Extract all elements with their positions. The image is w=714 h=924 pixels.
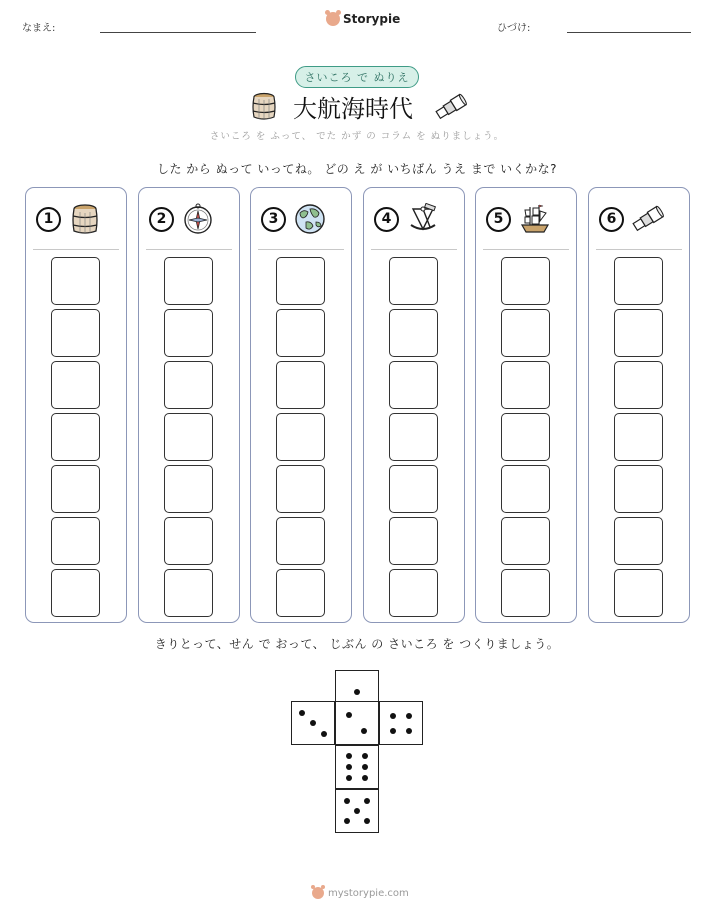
column-4 <box>363 187 465 623</box>
pip <box>364 798 370 804</box>
footer <box>312 887 409 899</box>
pip <box>299 710 305 716</box>
color-cell[interactable] <box>51 361 100 409</box>
instruction-top: した から ぬって いってね。 どの え が いちばん うえ まで いくかな? <box>156 162 558 176</box>
pip <box>362 775 368 781</box>
globe-icon <box>294 203 326 235</box>
color-cell[interactable] <box>51 465 100 513</box>
brand-logo <box>326 12 400 26</box>
pip <box>390 713 396 719</box>
color-cell[interactable] <box>51 569 100 617</box>
color-cell[interactable] <box>164 517 213 565</box>
pip <box>362 764 368 770</box>
color-cell[interactable] <box>389 569 438 617</box>
pip <box>344 798 350 804</box>
color-cell[interactable] <box>614 517 663 565</box>
pip <box>361 728 367 734</box>
barrel-icon <box>69 203 101 235</box>
pip <box>406 728 412 734</box>
column-header <box>36 203 101 235</box>
color-cell[interactable] <box>51 309 100 357</box>
pip <box>346 712 352 718</box>
color-cell[interactable] <box>501 413 550 461</box>
footer-url[interactable]: mystorypie.com <box>328 887 409 899</box>
color-cell[interactable] <box>614 257 663 305</box>
barrel-icon <box>250 92 278 122</box>
instruction-bottom: きりとって、せん で おって、 じぶん の さいころ を つくりましょう。 <box>154 637 560 651</box>
color-cell[interactable] <box>164 569 213 617</box>
color-cell[interactable] <box>389 257 438 305</box>
pip <box>346 764 352 770</box>
pip <box>310 720 316 726</box>
date-line[interactable] <box>567 32 691 33</box>
color-cell[interactable] <box>501 569 550 617</box>
page-title: 大航海時代 <box>293 95 413 123</box>
column-number: 6 <box>599 207 624 232</box>
date-label: ひづけ: <box>497 23 531 34</box>
color-cell[interactable] <box>501 517 550 565</box>
color-cell[interactable] <box>51 257 100 305</box>
column-divider <box>33 249 119 250</box>
column-header <box>599 203 664 235</box>
column-divider <box>371 249 457 250</box>
brand-name: Storypie <box>343 12 401 26</box>
color-cell[interactable] <box>614 465 663 513</box>
pip <box>321 731 327 737</box>
die-face-6 <box>335 745 379 789</box>
color-cell[interactable] <box>276 257 325 305</box>
subtitle: さいころ を ふって、 でた かず の コラム を ぬりましょう。 <box>209 131 505 142</box>
column-divider <box>146 249 232 250</box>
color-cell[interactable] <box>501 465 550 513</box>
color-cell[interactable] <box>389 413 438 461</box>
color-cell[interactable] <box>276 465 325 513</box>
color-cell[interactable] <box>389 465 438 513</box>
column-header <box>261 203 326 235</box>
pip <box>364 818 370 824</box>
pip <box>362 753 368 759</box>
color-cell[interactable] <box>276 569 325 617</box>
column-number: 1 <box>36 207 61 232</box>
color-cell[interactable] <box>164 309 213 357</box>
die-face-5 <box>335 789 379 833</box>
pip <box>346 753 352 759</box>
column-3 <box>250 187 352 623</box>
bear-icon <box>326 12 340 26</box>
column-6 <box>588 187 690 623</box>
die-face-4 <box>379 701 423 745</box>
column-2 <box>138 187 240 623</box>
color-cell[interactable] <box>501 257 550 305</box>
color-cell[interactable] <box>51 413 100 461</box>
column-number: 4 <box>374 207 399 232</box>
color-cell[interactable] <box>276 517 325 565</box>
color-cell[interactable] <box>276 361 325 409</box>
bear-icon <box>312 887 324 899</box>
name-line[interactable] <box>100 32 256 33</box>
color-cell[interactable] <box>276 309 325 357</box>
column-number: 5 <box>486 207 511 232</box>
pip <box>344 818 350 824</box>
name-label: なまえ: <box>22 23 56 34</box>
color-cell[interactable] <box>51 517 100 565</box>
column-5 <box>475 187 577 623</box>
color-cell[interactable] <box>276 413 325 461</box>
pip <box>354 689 360 695</box>
column-divider <box>596 249 682 250</box>
activity-badge: さいころ で ぬりえ <box>295 66 419 88</box>
column-number: 2 <box>149 207 174 232</box>
pip <box>390 728 396 734</box>
column-number: 3 <box>261 207 286 232</box>
column-1 <box>25 187 127 623</box>
column-header <box>486 203 551 235</box>
color-cell[interactable] <box>614 309 663 357</box>
die-face-2 <box>335 701 379 745</box>
column-divider <box>483 249 569 250</box>
color-cell[interactable] <box>164 361 213 409</box>
spyglass-icon <box>434 92 468 122</box>
sextant-icon <box>407 203 439 235</box>
color-cell[interactable] <box>164 465 213 513</box>
column-divider <box>258 249 344 250</box>
pip <box>346 775 352 781</box>
color-cell[interactable] <box>389 309 438 357</box>
compass-icon <box>182 203 214 235</box>
color-cell[interactable] <box>614 413 663 461</box>
column-header <box>149 203 214 235</box>
color-cell[interactable] <box>501 309 550 357</box>
color-cell[interactable] <box>164 413 213 461</box>
pip <box>354 808 360 814</box>
column-header <box>374 203 439 235</box>
color-cell[interactable] <box>501 361 550 409</box>
color-cell[interactable] <box>389 361 438 409</box>
color-cell[interactable] <box>164 257 213 305</box>
die-face-3 <box>291 701 335 745</box>
color-cell[interactable] <box>614 361 663 409</box>
pip <box>406 713 412 719</box>
color-cell[interactable] <box>614 569 663 617</box>
spyglass-icon <box>632 203 664 235</box>
color-cell[interactable] <box>389 517 438 565</box>
ship-icon <box>519 203 551 235</box>
